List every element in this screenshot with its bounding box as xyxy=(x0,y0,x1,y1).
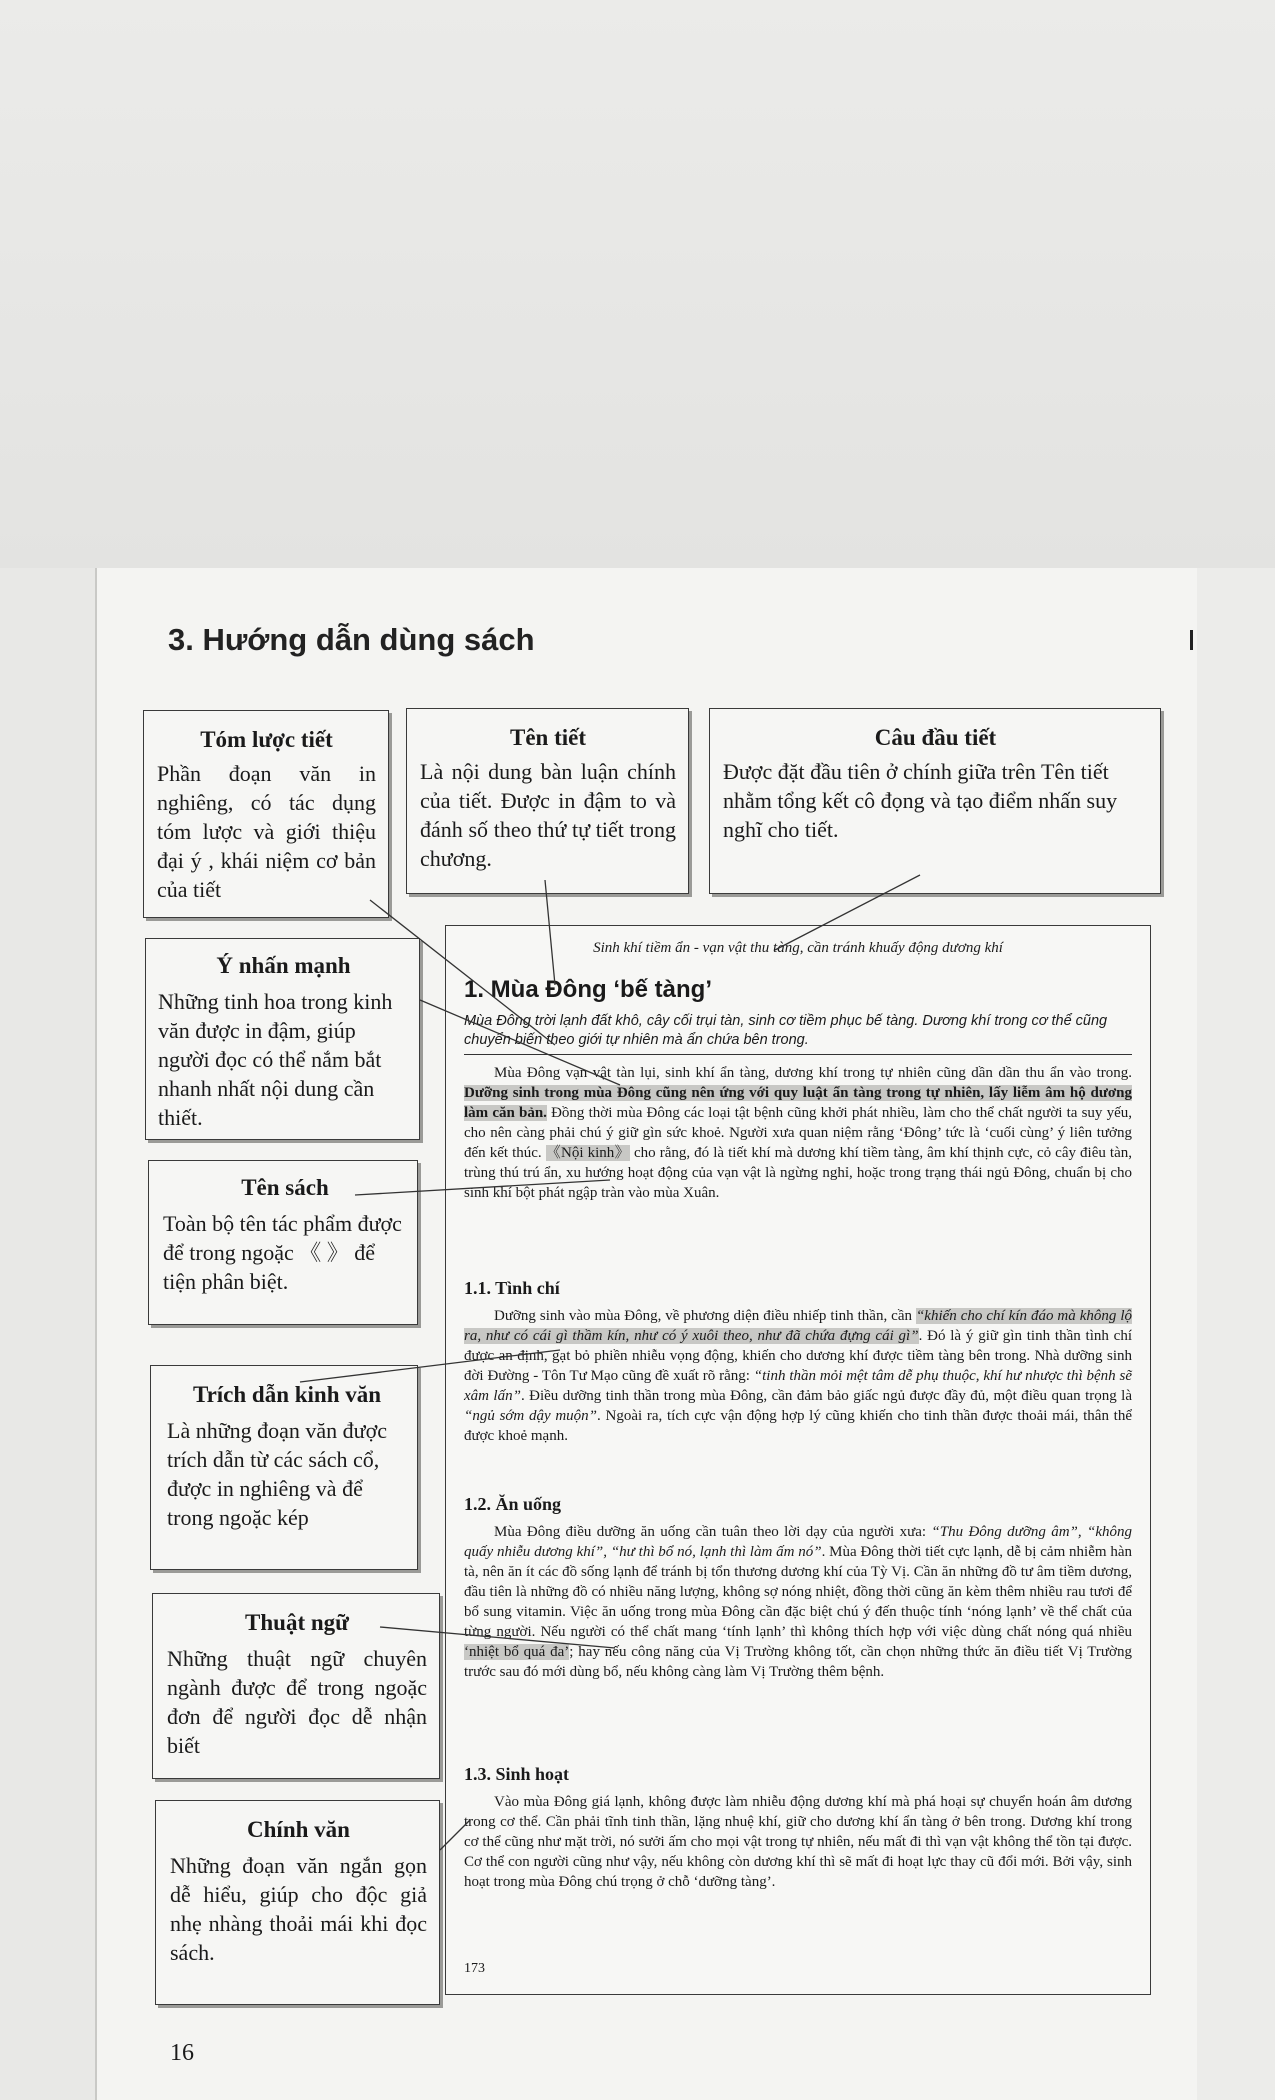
box-text: Những đoạn văn ngắn gọn dễ hiểu, giúp cho độc giả nhẹ nhàng thoải mái khi đọc sách. xyxy=(170,1853,427,1965)
quote-text: “tinh thần mỏi mệt tâm dễ phụ thuộc, khí hư nhược thì bệnh sẽ xâm lấn” xyxy=(464,1368,1132,1404)
box-title: Tóm lược tiết xyxy=(200,727,333,752)
sample-header: Sinh khí tiềm ẩn - vạn vật thu tàng, cần tránh khuấy động dương khí xyxy=(593,940,1003,956)
box-text: Là những đoạn văn được trích dẫn từ các sách cổ, được in nghiêng và để trong ngoặc kép xyxy=(167,1418,387,1530)
scan-background xyxy=(0,0,1275,568)
quote-text: “ngủ sớm dậy muộn” xyxy=(464,1408,598,1424)
box-ten-sach xyxy=(148,1160,418,1325)
box-text: Là nội dung bàn luận chính của tiết. Được in đậm to và đánh số theo thứ tự tiết trong chương. xyxy=(420,759,676,871)
box-title: Chính văn xyxy=(247,1817,350,1842)
sample-page xyxy=(445,925,1151,1995)
sample-paragraph-2: Dưỡng sinh vào mùa Đông, về phương diện điều nhiếp tinh thần, cần “khiến cho chí kín đáo mà không lộ ra, như có cái gì thầm kín, như có ý xuôi theo, như đã chứa đựng cái gì”. Đó là ý giữ gìn tinh thần tình chí được an định, gạt bỏ phiền nhiễu vọng động, khiến cho dương khí được tiềm tàng bên trong. Nhà dưỡng sinh đời Đường - Tôn Tư Mạo cũng đề xuất rõ rằng: “tinh thần mỏi mệt tâm dễ phụ thuộc, khí hư nhược thì bệnh sẽ xâm lấn”. Điều dưỡng tinh thần trong mùa Đông, cần đảm bảo giấc ngủ được đầy đủ, một điều quan trọng là “ngủ sớm dậy muộn”. Ngoài ra, tích cực vận động hợp lý cũng khiến cho tinh thần được thoải mái, thân thể được khoẻ mạnh. xyxy=(464,1308,1133,1444)
book-title: 《Nội kinh》 xyxy=(545,1145,630,1161)
box-cau-dau-tiet xyxy=(709,708,1161,894)
box-title: Câu đầu tiết xyxy=(874,725,997,750)
page-number: 16 xyxy=(170,2040,194,2066)
box-text: Toàn bộ tên tác phẩm được để trong ngoặc 《 》 để tiện phân biệt. xyxy=(163,1211,402,1294)
box-title: Ý nhấn mạnh xyxy=(216,953,351,978)
emphasis-text: Dưỡng sinh trong mùa Đông cũng nên ứng với quy luật ẩn tàng trong tự nhiên, lấy liễm âm hộ dương làm căn bản. xyxy=(464,1085,1132,1121)
sample-title: 1. Mùa Đông ‘bế tàng’ xyxy=(464,976,713,1003)
box-ten-tiet xyxy=(406,708,689,894)
box-trich-dan-kinh-van xyxy=(150,1365,418,1570)
box-tom-luoc-tiet xyxy=(143,710,389,918)
quote-text: “Thu Đông dưỡng âm”, “không quấy nhiễu dương khí”, “hư thì bổ nó, lạnh thì làm ấm nó” xyxy=(464,1524,1132,1560)
box-text: Những thuật ngữ chuyên ngành được để trong ngoặc đơn để người đọc dễ nhận biết xyxy=(167,1646,427,1758)
box-text: Được đặt đầu tiên ở chính giữa trên Tên tiết nhằm tổng kết cô đọng và tạo điểm nhấn suy nghĩ cho tiết. xyxy=(723,759,1118,842)
term-text: ‘nhiệt bổ quá đa’ xyxy=(464,1644,570,1660)
page-edge xyxy=(1190,568,1275,2100)
sample-paragraph-1: Mùa Đông vạn vật tàn lụi, sinh khí ẩn tàng, dương khí trong tự nhiên cũng dần dần thu ẩn vào trong. Dưỡng sinh trong mùa Đông cũng nên ứng với quy luật ẩn tàng trong tự nhiên, lấy liễm âm hộ dương làm căn bản. Đồng thời mùa Đông các loại tật bệnh cũng khởi phát nhiều, làm cho thể chất người ta suy yếu, cho nên càng phải chú ý giữ gìn sức khoẻ. Người xưa quan niệm rằng ‘Đông’ tức là ‘cuối cùng’ ý liên tưởng đến kết thúc. 《Nội kinh》 cho rằng, đó là tiết khí mà dương khí tiềm tàng, âm khí thịnh cực, cỏ cây điêu tàn, trùng thú trú ẩn, xu hướng hoạt động của vạn vật là ngừng nghỉ, hoặc trong trạng thái ngủ Đông, chuẩn bị cho sinh khí bột phát ngập tràn vào mùa Xuân. xyxy=(464,1065,1132,1201)
sample-subheading-1: 1.1. Tình chí xyxy=(464,1278,560,1298)
box-text: Phần đoạn văn in nghiêng, có tác dụng tóm lược và giới thiệu đại ý , khái niệm cơ bản của tiết xyxy=(157,761,376,902)
edge-mark xyxy=(1190,630,1193,650)
box-y-nhan-manh xyxy=(145,938,420,1140)
box-title: Thuật ngữ xyxy=(245,1610,349,1635)
sample-subheading-2: 1.2. Ăn uống xyxy=(464,1494,562,1514)
box-thuat-ngu xyxy=(152,1593,440,1779)
sample-intro: Mùa Đông trời lạnh đất khô, cây cối trụi tàn, sinh cơ tiềm phục bế tàng. Dương khí trong cơ thể cũng chuyển biến theo giới tự nhiên mà ẩn chứa bên trong. xyxy=(464,1012,1132,1055)
box-title: Trích dẫn kinh văn xyxy=(192,1382,382,1407)
box-text: Những tinh hoa trong kinh văn được in đậm, giúp người đọc có thể nắm bắt nhanh nhất nội dung cần thiết. xyxy=(158,989,393,1130)
sample-page-number: 173 xyxy=(464,1961,485,1976)
sample-subheading-3: 1.3. Sinh hoạt xyxy=(464,1764,570,1784)
box-title: Tên sách xyxy=(241,1175,329,1200)
box-title: Tên tiết xyxy=(509,725,586,750)
section-title: 3. Hướng dẫn dùng sách xyxy=(168,622,535,657)
sample-paragraph-4: Vào mùa Đông giá lạnh, không được làm nhiễu động dương khí mà phá hoại sự chuyển hoán âm dương trong cơ thể. Cần phải tĩnh tinh thần, lặng nhuệ khí, giữ cho dương khí ẩn tàng ở bên trong. Dương khí trong cơ thể cũng như mặt trời, nó sưởi ấm cho mọi vật trong tự nhiên, nếu mất đi thì vạn vật không thể tồn tại được. Cơ thể con người cũng như vậy, nếu không còn dương khí thì sẽ mất đi hoạt lực thay cũ đổi mới. Bởi vậy, sinh hoạt trong mùa Đông chú trọng ở chỗ ‘dưỡng tàng’. xyxy=(464,1794,1132,1890)
quote-text: “khiến cho chí kín đáo mà không lộ ra, như có cái gì thầm kín, như có ý xuôi theo, như đã chứa đựng cái gì” xyxy=(464,1308,1133,1344)
sample-paragraph-3: Mùa Đông điều dưỡng ăn uống cần tuân theo lời dạy của người xưa: “Thu Đông dưỡng âm”, “không quấy nhiễu dương khí”, “hư thì bổ nó, lạnh thì làm ấm nó”. Mùa Đông thời tiết cực lạnh, dễ bị cảm nhiễm hàn tà, nên ăn ít các đồ sống lạnh để tránh bị tổn thương dương khí của Tỳ Vị. Cần ăn những đồ tư âm tiềm dương, đầu tiên là những đồ có nhiều năng lượng, không sợ nóng nhiệt, đồng thời cũng ăn kèm thêm nhiều rau tươi để bổ sung vitamin. Việc ăn uống trong mùa Đông cần đặc biệt chú ý đến thuộc tính ‘nóng lạnh’ về thể chất của từng người. Nếu người có thể chất mang ‘tính lạnh’ thì không thích hợp với việc dùng chất nóng quá nhiều ‘nhiệt bổ quá đa’; hay nếu công năng của Vị Trường không tốt, cần chọn những thức ăn điều tiết Vị Trường trước sau đó mới dùng bổ, nếu không càng làm Vị Trường thêm bệnh. xyxy=(464,1524,1133,1680)
box-chinh-van xyxy=(155,1800,440,2005)
